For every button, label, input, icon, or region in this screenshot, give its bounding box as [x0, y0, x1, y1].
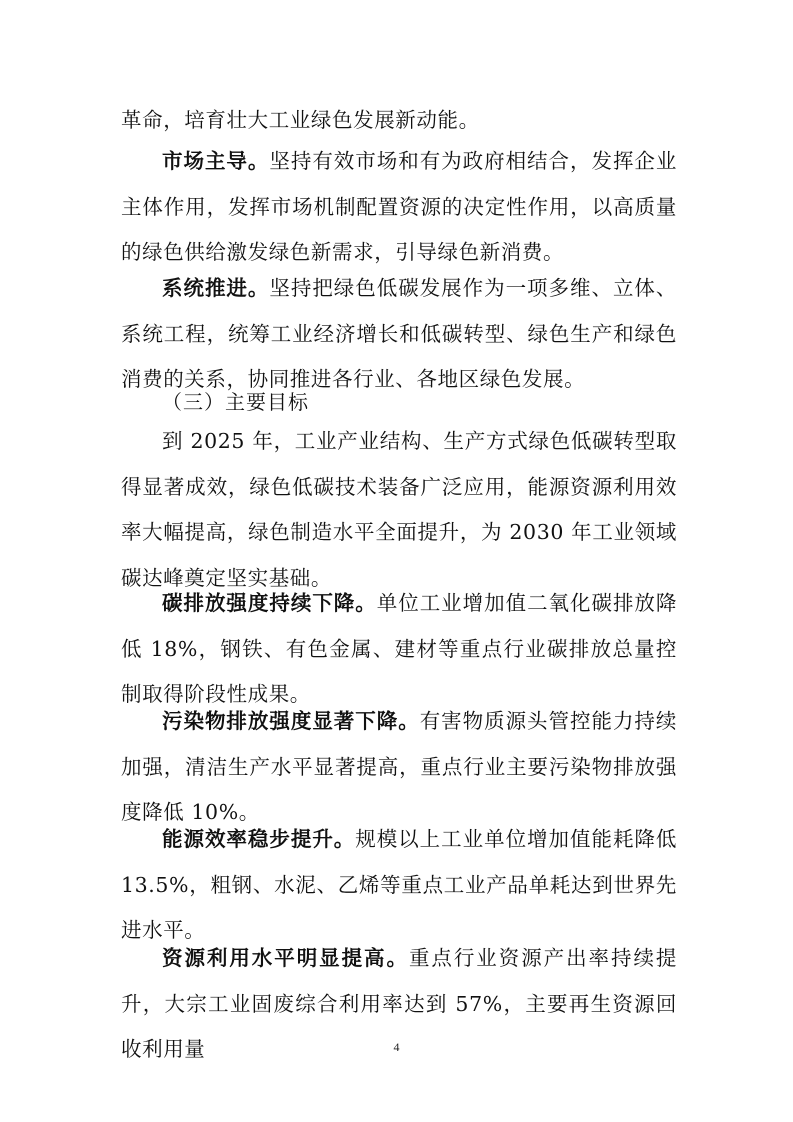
paragraph-energy-efficiency-text: 规模以上工业单位增加值能耗降低 13.5%，粗钢、水泥、乙烯等重点工业产品单耗达到世界先进水平。 — [121, 827, 677, 942]
paragraph-1 — [121, 98, 677, 144]
paragraph-energy-efficiency — [121, 817, 677, 954]
paragraph-2025-target — [121, 419, 677, 601]
paragraph-pollutant-intensity-lead: 污染物排放强度显著下降。 — [162, 709, 420, 733]
paragraph-resource-utilization-text: 重点行业资源产出率持续提升，大宗工业固废综合利用率达到 57%，主要再生资源回收利用量 — [121, 946, 677, 1061]
paragraph-1-text: 革命，培育壮大工业绿色发展新动能。 — [121, 108, 480, 132]
paragraph-market-led-lead: 市场主导。 — [162, 149, 270, 173]
page-number: 4 — [393, 1040, 400, 1054]
paragraph-pollutant-intensity — [121, 699, 677, 836]
paragraph-market-led-text: 坚持有效市场和有为政府相结合，发挥企业主体作用，发挥市场机制配置资源的决定性作用，以高质量的绿色供给激发绿色新需求，引导绿色新消费。 — [121, 149, 677, 264]
paragraph-carbon-intensity-text: 单位工业增加值二氧化碳排放降低 18%，钢铁、有色金属、建材等重点行业碳排放总量控制取得阶段性成果。 — [121, 591, 678, 706]
paragraph-pollutant-intensity-text: 有害物质源头管控能力持续加强，清洁生产水平显著提高，重点行业主要污染物排放强度降低 10%。 — [121, 709, 677, 824]
paragraph-carbon-intensity — [121, 581, 677, 718]
paragraph-carbon-intensity-lead: 碳排放强度持续下降。 — [162, 591, 377, 615]
paragraph-systematic-text: 坚持把绿色低碳发展作为一项多维、立体、系统工程，统筹工业经济增长和低碳转型、绿色生产和绿色消费的关系，协同推进各行业、各地区绿色发展。 — [121, 276, 677, 391]
paragraph-energy-efficiency-lead: 能源效率稳步提升。 — [162, 827, 356, 851]
paragraph-market-led — [121, 139, 677, 276]
paragraph-systematic-lead: 系统推进。 — [162, 276, 270, 300]
paragraph-2025-target-text: 到 2025 年，工业产业结构、生产方式绿色低碳转型取得显著成效，绿色低碳技术装备广泛应用，能源资源利用效率大幅提高，绿色制造水平全面提升，为 2030 年工业领域碳达峰奠定坚实基础。 — [121, 429, 677, 590]
section-heading-main-goals: （三）主要目标 — [162, 390, 309, 414]
paragraph-resource-utilization-lead: 资源利用水平明显提高。 — [162, 946, 409, 970]
